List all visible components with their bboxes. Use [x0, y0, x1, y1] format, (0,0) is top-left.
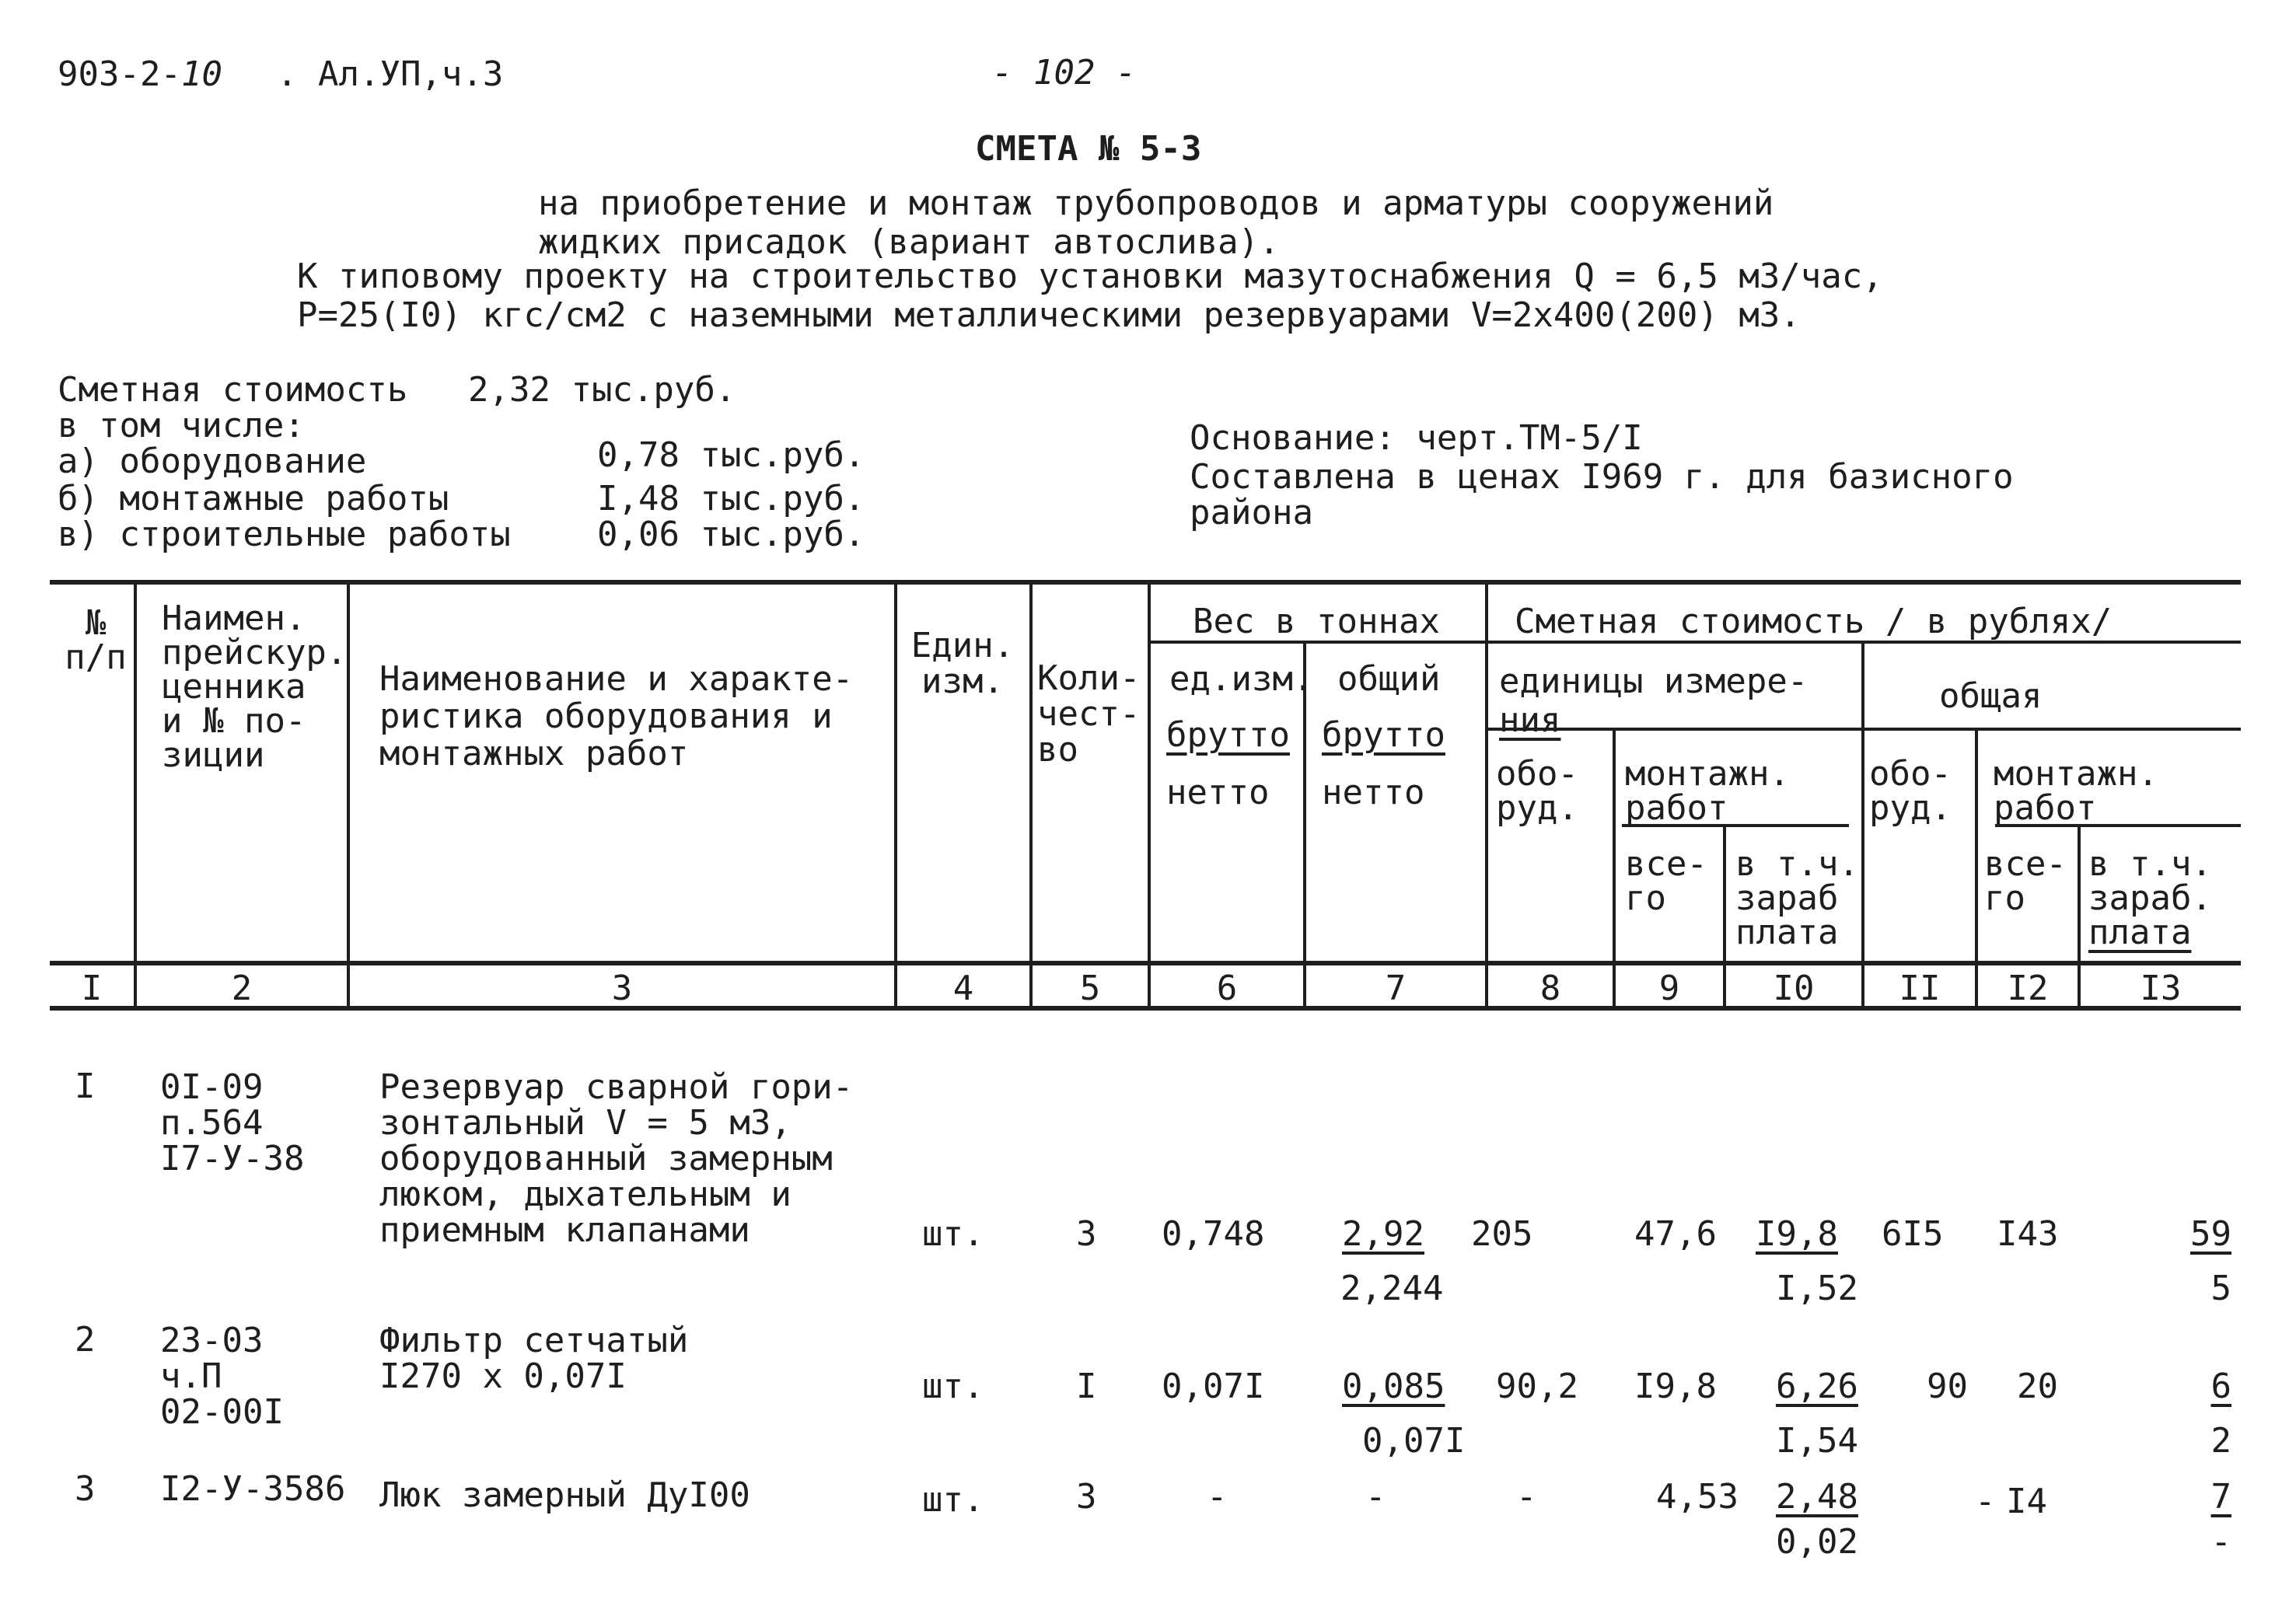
- header-total-wage-line-3: плата: [2088, 913, 2192, 952]
- album-reference: . Ал.УП,ч.3: [277, 54, 504, 94]
- row-1-name-line-5: приемным клапанами: [379, 1210, 750, 1250]
- row-2-qty: I: [1076, 1367, 1097, 1406]
- row-2-num: 2: [75, 1320, 96, 1360]
- header-total-equip-line-1: обо-: [1869, 754, 1952, 794]
- header-unit-wage: [1735, 844, 1859, 952]
- total-cost-label: Сметная стоимость: [58, 370, 408, 410]
- header-unit-equip-line-2: руд.: [1496, 788, 1578, 828]
- row-3-weight-unit: -: [1207, 1477, 1228, 1517]
- row-1-name-line-3: оборудованный замерным: [379, 1139, 833, 1178]
- header-total-mount: [1994, 754, 2158, 828]
- row-1-name-line-4: люком, дыхательным и: [379, 1175, 792, 1214]
- row-1-cost-unit-wage-top: I9,8: [1756, 1214, 1838, 1254]
- header-total-all-line-1: все-: [1984, 844, 2067, 884]
- header-per-unit-line-2: ния: [1499, 700, 1561, 740]
- row-2-name-line-1: Фильтр сетчатый: [379, 1321, 689, 1360]
- header-qty-line-1: Коли-: [1037, 658, 1141, 698]
- estimate-subtitle-line-4: Р=25(I0) кгс/см2 с наземными металлическими резервуарами V=2х400(200) м3.: [297, 295, 1801, 335]
- header-num-line-2: п/п: [65, 637, 127, 677]
- row-1-qty: 3: [1076, 1214, 1097, 1254]
- row-1-unit: шт.: [922, 1214, 984, 1254]
- header-unit-wage-line-3: плата: [1735, 913, 1839, 952]
- row-2-name-line-2: I270 х 0,07I: [379, 1356, 627, 1396]
- header-qty: [1037, 658, 1141, 770]
- header-per-unit-line-1: единицы измере-: [1499, 662, 1808, 701]
- header-qty-line-3: во: [1037, 730, 1078, 770]
- estimate-title: СМЕТА № 5-3: [975, 129, 1202, 169]
- row-1-num: I: [75, 1067, 96, 1106]
- row-1-weight-brutto: 2,92: [1342, 1214, 1424, 1254]
- row-3-num: 3: [75, 1469, 96, 1509]
- col-number-11: II: [1899, 969, 1941, 1008]
- row-1-price: [160, 1067, 305, 1178]
- row-1-cost-unit-mount: 47,6: [1634, 1214, 1717, 1254]
- header-cost: Сметная стоимость / в рублях/: [1515, 602, 2113, 641]
- col-divider-4: [1029, 580, 1033, 1006]
- row-2-cost-unit-wage-bottom: I,54: [1776, 1421, 1858, 1461]
- row-3-weight-brutto: -: [1365, 1477, 1386, 1517]
- col-divider-7: [1485, 580, 1488, 1006]
- col-number-2: 2: [231, 969, 253, 1008]
- header-price: [162, 599, 348, 775]
- row-3-cost-total-wage-bottom: -: [2210, 1522, 2231, 1562]
- row-2-cost-total-mount: 20: [2017, 1367, 2058, 1406]
- col-number-8: 8: [1539, 969, 1561, 1008]
- header-unit-equip-line-1: обо-: [1496, 754, 1578, 794]
- row-1-cost-total-equip: 6I5: [1882, 1214, 1944, 1254]
- row-2-cost-total-wage-top: 6: [2210, 1367, 2231, 1406]
- header-unit-mount: [1625, 754, 1790, 828]
- header-price-line-2: прейскур.: [162, 633, 348, 672]
- table-top-rule: [50, 580, 2241, 585]
- col-number-12: I2: [2007, 969, 2049, 1008]
- prices-note-line-1: Составлена в ценах I969 г. для базисного: [1190, 457, 2014, 497]
- col-number-1: I: [81, 969, 103, 1008]
- col-number-7: 7: [1385, 969, 1407, 1008]
- page-number: - 102 -: [992, 53, 1137, 93]
- header-unit: [897, 628, 1028, 700]
- row-2-cost-unit-wage-top: 6,26: [1776, 1367, 1858, 1406]
- row-3-cost-total-equip: -: [1975, 1482, 1996, 1521]
- row-1-price-line-3: I7-У-38: [160, 1139, 305, 1178]
- col-number-6: 6: [1216, 969, 1238, 1008]
- row-3-cost-total-wage-top: 7: [2210, 1477, 2231, 1517]
- total-cost-value: 2,32 тыс.руб.: [468, 370, 736, 410]
- row-1-cost-total-wage-bottom: 5: [2210, 1269, 2231, 1308]
- row-3-qty: 3: [1076, 1477, 1097, 1517]
- row-1-cost-unit-wage-bottom: I,52: [1776, 1269, 1858, 1308]
- header-unit-brutto: брутто: [1166, 715, 1290, 755]
- col-divider-1: [134, 580, 137, 1006]
- row-1-cost-unit-equip: 205: [1471, 1214, 1533, 1254]
- header-price-line-5: зиции: [162, 735, 265, 775]
- header-per-unit: [1499, 662, 1808, 740]
- header-weight: Вес в тоннах: [1193, 602, 1440, 641]
- header-total-brutto: брутто: [1322, 715, 1445, 755]
- header-unit-mount-line-2: работ: [1625, 788, 1728, 828]
- header-bottom-rule: [50, 961, 2241, 965]
- header-weight-unit: ед.изм.: [1169, 659, 1314, 699]
- equipment-cost-label: а) оборудование: [58, 442, 367, 481]
- row-2-unit: шт.: [922, 1367, 984, 1406]
- header-name: [379, 661, 853, 773]
- col-number-13: I3: [2140, 969, 2182, 1008]
- row-3-name: Люк замерный ДуI00: [379, 1475, 750, 1515]
- row-2-price-line-3: 02-00I: [160, 1392, 284, 1432]
- document-code-handwritten: 10: [180, 54, 222, 94]
- header-num: [61, 603, 131, 677]
- col-number-9: 9: [1658, 969, 1680, 1008]
- header-unit-line-1: Един.: [910, 626, 1015, 665]
- prices-note-line-2: района: [1190, 493, 1313, 532]
- row-3-price: I2-У-3586: [160, 1469, 346, 1509]
- header-qty-line-2: чест-: [1037, 694, 1141, 734]
- mounting-cost-label: б) монтажные работы: [58, 479, 449, 518]
- row-1-weight-netto: 2,244: [1340, 1269, 1444, 1308]
- col-divider-11: [1975, 728, 1978, 1006]
- header-total-cost: общая: [1939, 676, 2043, 716]
- header-price-line-3: ценника: [162, 667, 306, 707]
- row-1-weight-unit: 0,748: [1162, 1214, 1265, 1254]
- row-3-cost-unit-wage-top: 2,48: [1776, 1477, 1858, 1517]
- mounting-cost-value: I,48 тыс.руб.: [597, 479, 865, 518]
- header-total-equip-line-2: руд.: [1869, 788, 1952, 828]
- document-code: [58, 54, 222, 94]
- estimate-subtitle-line-3: К типовому проекту на строительство установки мазутоснабжения Q = 6,5 м3/час,: [297, 257, 1883, 296]
- header-unit-mount-line-1: монтажн.: [1625, 754, 1790, 794]
- header-total-all-line-2: го: [1984, 878, 2025, 918]
- including-label: в том числе:: [58, 406, 305, 445]
- row-2-cost-unit-mount: I9,8: [1634, 1367, 1717, 1406]
- header-unit-wage-line-1: в т.ч.: [1735, 844, 1859, 884]
- row-1-cost-total-mount: I43: [1997, 1214, 2059, 1254]
- row-3-cost-unit-equip: -: [1516, 1477, 1537, 1517]
- col-divider-8: [1613, 728, 1616, 1006]
- header-total-netto: нетто: [1322, 773, 1425, 812]
- estimate-subtitle-line-1: на приобретение и монтаж трубопроводов и арматуры сооружений: [538, 183, 1774, 223]
- row-1-name-line-1: Резервуар сварной гори-: [379, 1067, 854, 1107]
- header-unit-all: [1625, 844, 1707, 918]
- header-unit-line-2: изм.: [921, 662, 1004, 701]
- header-weight-total: общий: [1337, 659, 1441, 699]
- header-name-line-2: ристика оборудования и: [379, 697, 833, 736]
- construction-cost-label: в) строительные работы: [58, 515, 511, 554]
- row-2-price-line-1: 23-03: [160, 1321, 264, 1360]
- row-1-cost-total-wage-top: 59: [2190, 1214, 2231, 1254]
- header-total-wage: [2088, 844, 2212, 952]
- row-1-name-line-2: зонтальный V = 5 м3,: [379, 1103, 792, 1143]
- header-price-line-1: Наимен.: [162, 599, 306, 638]
- header-unit-netto: нетто: [1166, 773, 1270, 812]
- row-1-name: [379, 1067, 854, 1250]
- col-divider-10: [1861, 641, 1864, 1006]
- row-3-cost-total-mount: I4: [2006, 1482, 2047, 1521]
- row-3-cost-unit-mount: 4,53: [1656, 1477, 1739, 1517]
- header-total-equip: [1869, 754, 1952, 828]
- header-unit-equip: [1496, 754, 1578, 828]
- col-number-10: I0: [1773, 969, 1815, 1008]
- row-2-weight-brutto: 0,085: [1342, 1367, 1445, 1406]
- row-2-weight-netto: 0,07I: [1362, 1421, 1466, 1461]
- construction-cost-value: 0,06 тыс.руб.: [597, 515, 865, 554]
- row-2-weight-unit: 0,07I: [1162, 1367, 1265, 1406]
- header-total-all: [1984, 844, 2067, 918]
- header-num-line-1: №: [85, 603, 107, 643]
- row-2-name: [379, 1323, 688, 1395]
- col-number-3: 3: [611, 969, 633, 1008]
- row-2-cost-total-wage-bottom: 2: [2210, 1421, 2231, 1461]
- equipment-cost-value: 0,78 тыс.руб.: [597, 435, 865, 475]
- header-total-wage-line-2: зараб.: [2088, 878, 2212, 918]
- col-divider-5: [1148, 580, 1151, 1006]
- header-total-mount-line-2: работ: [1994, 788, 2097, 828]
- row-3-cost-unit-wage-bottom: 0,02: [1776, 1522, 1858, 1562]
- row-3-unit: шт.: [922, 1480, 984, 1520]
- row-2-cost-unit-equip: 90,2: [1496, 1367, 1578, 1406]
- header-name-line-3: монтажных работ: [379, 734, 689, 773]
- document-code-prefix: 903-2-: [58, 54, 181, 94]
- estimate-subtitle-line-2: жидких присадок (вариант автослива).: [538, 222, 1280, 262]
- row-2-price-line-2: ч.П: [160, 1356, 222, 1396]
- header-price-line-4: и № по-: [162, 701, 306, 741]
- row-2-price: [160, 1323, 284, 1430]
- header-name-line-1: Наименование и характе-: [379, 659, 854, 699]
- header-unit-all-line-1: все-: [1625, 844, 1707, 884]
- basis-note: Основание: черт.ТМ-5/I: [1190, 418, 1643, 458]
- col-number-5: 5: [1079, 969, 1101, 1008]
- col-number-4: 4: [952, 969, 974, 1008]
- row-2-cost-total-equip: 90: [1927, 1367, 1968, 1406]
- row-1-price-line-2: п.564: [160, 1103, 264, 1143]
- header-unit-wage-line-2: зараб: [1735, 878, 1839, 918]
- header-total-mount-line-1: монтажн.: [1994, 754, 2158, 794]
- col-divider-2: [347, 580, 350, 1006]
- header-total-wage-line-1: в т.ч.: [2088, 844, 2212, 884]
- header-unit-all-line-2: го: [1625, 878, 1666, 918]
- row-1-price-line-1: 0I-09: [160, 1067, 264, 1107]
